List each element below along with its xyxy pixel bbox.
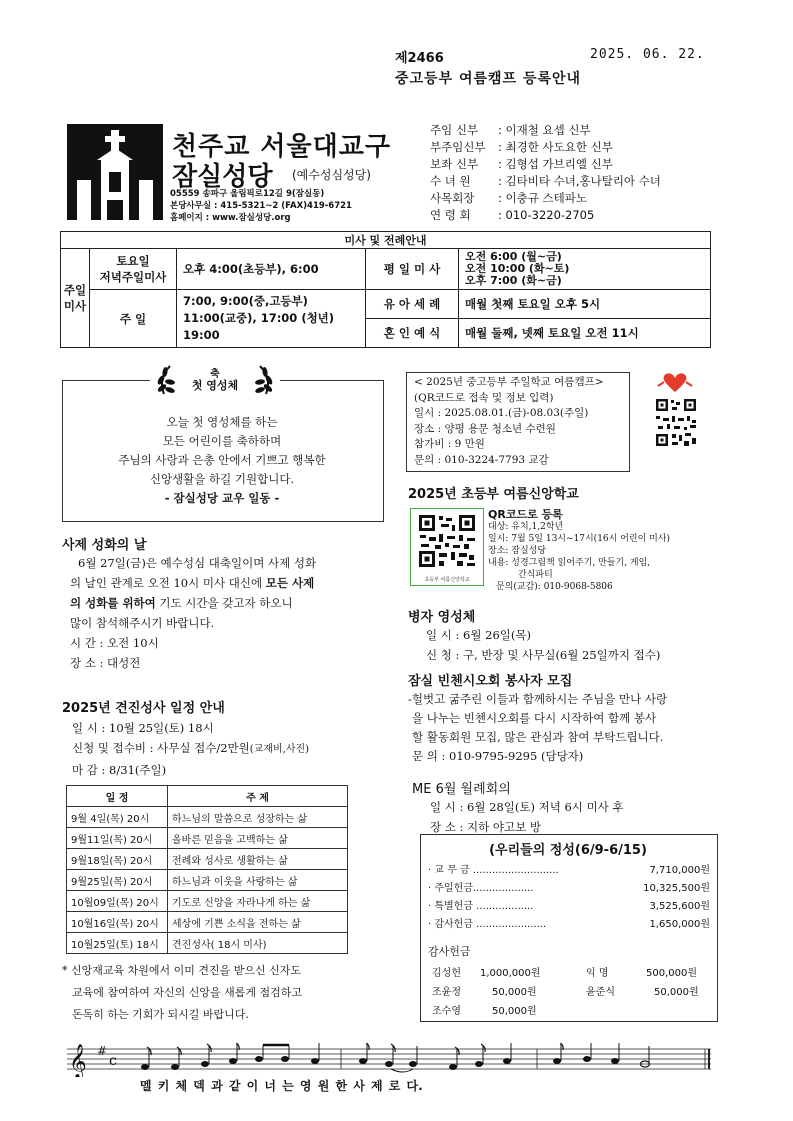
vincent-title: 잠실 빈첸시오회 봉사자 모집 xyxy=(408,674,573,689)
confirmation-info xyxy=(72,718,392,780)
communion-badge-text: 첫 영성체 xyxy=(191,379,239,392)
vbs-qr-title: QR코드로 등록 xyxy=(488,508,563,521)
vbs-qr-caption: 초등부 여름신앙학교 xyxy=(424,577,470,583)
donor-row: 조수영 50,000원 xyxy=(432,1006,537,1017)
camp-line: 참가비 : 9 만원 xyxy=(414,438,485,450)
communion-line: 모든 어린이를 축하하며 xyxy=(162,434,282,448)
church-logo xyxy=(67,124,163,220)
confirmation-deadline: 마 감 : 8/31(주일) xyxy=(72,763,167,777)
music-staff-icon xyxy=(67,1043,715,1077)
baptism-label: 유 아 세 례 xyxy=(366,290,459,319)
communion-badge-top: 축 xyxy=(210,369,220,380)
camp-line: 문의 : 010-3224-7793 교감 xyxy=(414,453,549,466)
issue-date: 2025. 06. 22. xyxy=(590,47,705,62)
sick-communion-title: 병자 영성체 xyxy=(408,610,476,625)
qr-code-icon xyxy=(411,509,483,573)
table-row: 10월16일(목) 20시 세상에 기쁜 소식을 전하는 삶 xyxy=(67,912,348,933)
vbs-line: 대상: 유치,1,2학년 xyxy=(488,522,564,532)
staff-row: 연 령 회 : 010-3220-2705 xyxy=(430,208,595,222)
table-header: 주 제 xyxy=(168,786,348,807)
me-title: ME 6월 월례회의 xyxy=(412,782,511,797)
vbs-line: 문의(교감): 010-9068-5806 xyxy=(496,582,613,592)
svg-text:c: c xyxy=(109,1053,117,1069)
priest-day-line: 많이 참석해주시기 바랍니다. xyxy=(70,616,215,630)
confirmation-apply: 신청 및 접수비 : 사무실 접수/2만원(교재비,사진) xyxy=(72,741,310,755)
table-row: 9월 4일(목) 20시 하느님의 말씀으로 성장하는 삶 xyxy=(67,807,348,828)
table-header: 일 정 xyxy=(67,786,168,807)
offering-row: · 특별헌금 .................. 3,525,600원 xyxy=(428,901,710,912)
sun-time: 19:00 xyxy=(183,328,220,342)
me-place: 장 소 : 지하 야고보 방 xyxy=(430,820,542,834)
offering-row: · 주일헌금................... 10,325,500원 xyxy=(428,883,710,894)
wedding-schedule: 매월 둘째, 넷째 토요일 오전 11시 xyxy=(459,319,711,348)
table-row: 10월09일(목) 20시 기도로 신앙을 자라나게 하는 삶 xyxy=(67,891,348,912)
priest-day-line: 6월 27일(금)은 예수성심 대축일이며 사제 성화 xyxy=(78,556,317,570)
priest-day-line: 의 성화를 위하여 기도 시간을 갖고자 하오니 xyxy=(70,596,293,610)
staff-row: 부주임신부 : 최경한 사도요한 신부 xyxy=(430,140,613,154)
vbs-line: 장소: 잠실성당 xyxy=(488,546,547,556)
communion-message xyxy=(62,413,382,508)
table-row: 9월11일(목) 20시 올바른 믿음을 고백하는 삶 xyxy=(67,828,348,849)
church-homepage: 홈페이지 : www.잠실성당.org xyxy=(170,213,291,223)
weekday-time: 오후 7:00 (화~금) xyxy=(465,274,562,287)
weekday-mass-label: 평 일 미 사 xyxy=(366,249,459,290)
camp-qr-code[interactable] xyxy=(636,372,714,454)
sick-apply: 신 청 : 구, 반장 및 사무실(6월 25일까지 접수) xyxy=(426,648,661,662)
sat-mass-times: 오후 4:00(초등부), 6:00 xyxy=(177,249,366,290)
priest-day-place: 장 소 : 대성전 xyxy=(70,656,141,670)
mass-schedule-table xyxy=(60,231,711,348)
communion-line: 주님의 사랑과 은총 안에서 기쁘고 행복한 xyxy=(118,453,326,467)
camp-line: (QR코드로 접속 및 정보 입력) xyxy=(414,391,554,404)
sun-time: 11:00(교중), 17:00 (청년) xyxy=(183,311,335,325)
cathedral-icon xyxy=(67,124,163,220)
camp-line: 일시 : 2025.08.01.(금)-08.03(주일) xyxy=(414,407,589,419)
sat-mass-label: 토요일 저녁주일미사 xyxy=(90,249,177,290)
church-name-line2: 잠실성당 xyxy=(172,162,273,192)
confirmation-schedule-table xyxy=(66,785,348,954)
vbs-info xyxy=(488,509,670,593)
vbs-qr-code[interactable] xyxy=(410,508,484,586)
staff-row: 주임 신부 : 이재철 요셉 신부 xyxy=(430,123,591,137)
confirmation-title: 2025년 견진성사 일정 안내 xyxy=(62,701,225,716)
music-lyrics: 멜 키 체 덱 과 같 이 너 는 영 원 한 사 제 로 다. xyxy=(140,1079,423,1093)
church-address: 05559 송파구 올림픽로12길 9(잠실동) xyxy=(170,189,325,199)
summer-camp-info xyxy=(414,375,604,468)
table-row: 9월25일(목) 20시 하느님과 이웃을 사랑하는 삶 xyxy=(67,870,348,891)
svg-text:#: # xyxy=(97,1044,108,1058)
communion-sign: - 잠실성당 교우 일동 - xyxy=(164,491,280,505)
communion-line: 오늘 첫 영성체를 하는 xyxy=(166,415,278,429)
vbs-line: 일시: 7월 5일 13시~17시(16시 어린이 미사) xyxy=(488,534,671,544)
baptism-schedule: 매월 첫째 토요일 오후 5시 xyxy=(459,290,711,319)
weekday-mass-times xyxy=(459,249,711,290)
staff-row: 수 녀 원 : 김타비타 수녀,홍나탈리아 수녀 xyxy=(430,174,661,188)
thanks-offering-title: 감사헌금 xyxy=(428,945,471,958)
priest-day-line: 의 날인 관계로 오전 10시 미사 대신에 모든 사제 xyxy=(70,576,315,590)
priest-day-time: 시 간 : 오전 10시 xyxy=(70,636,159,650)
me-date: 일 시 : 6월 28일(토) 저녁 6시 미사 후 xyxy=(430,800,624,814)
confirmation-date: 일 시 : 10월 25일(토) 18시 xyxy=(72,721,214,735)
vincent-line: 문 의 : 010-9795-9295 (담당자) xyxy=(412,749,584,763)
table-row: 9월18일(목) 20시 전례와 성사로 생활하는 삶 xyxy=(67,849,348,870)
wedding-label: 혼 인 예 식 xyxy=(366,319,459,348)
mass-side-label: 주일 미사 xyxy=(61,249,90,348)
note-line: 교육에 참여하여 자신의 신앙을 새롭게 점검하고 xyxy=(72,986,303,999)
donor-row: 조윤정 50,000원 윤준식 50,000원 xyxy=(432,987,699,998)
mass-table-title: 미사 및 전례안내 xyxy=(61,232,711,249)
table-row: 10월25일(토) 18시 견진성사( 18시 미사) xyxy=(67,933,348,954)
me-info xyxy=(430,797,624,837)
vbs-line: 간식파티 xyxy=(518,570,553,580)
camp-line: 장소 : 양평 용문 청소년 수련원 xyxy=(414,422,556,435)
church-name-line1: 천주교 서울대교구 xyxy=(172,132,391,162)
weekday-time: 오전 10:00 (화~토) xyxy=(465,262,570,275)
vincent-info xyxy=(408,690,728,766)
vincent-line: -헐벗고 굶주린 이들과 함께하시는 주님을 만나 사랑 xyxy=(408,692,668,706)
sun-time: 7:00, 9:00(중,고등부) xyxy=(183,294,308,308)
note-line: * 신앙재교육 차원에서 이미 견진을 받으신 신자도 xyxy=(62,964,301,977)
note-line: 돈독히 하는 기회가 되시길 바랍니다. xyxy=(72,1008,249,1021)
staff-row: 보좌 신부 : 김형섭 가브리엘 신부 xyxy=(430,157,613,171)
camp-line: < 2025년 중고등부 주일학교 여름캠프> xyxy=(414,376,604,388)
svg-text:𝄞: 𝄞 xyxy=(69,1044,87,1077)
priest-day-text xyxy=(70,553,390,673)
page-title: 중고등부 여름캠프 등록안내 xyxy=(395,71,582,87)
offering-title: (우리들의 정성(6/9-6/15) xyxy=(489,843,647,858)
vincent-line: 을 나누는 빈첸시오회를 다시 시작하여 함께 봉사 xyxy=(412,711,657,725)
offering-row: · 감사헌금 ...................... 1,650,000원 xyxy=(428,919,710,930)
confirmation-note xyxy=(62,960,392,1026)
offering-row: · 교 무 금 ........................... 7,710,000원 xyxy=(428,865,710,876)
offering-list xyxy=(428,862,710,934)
staff-row: 사목회장 : 이충규 스테파노 xyxy=(430,191,587,205)
qr-code-icon xyxy=(636,372,714,454)
weekday-time: 오전 6:00 (월~금) xyxy=(465,250,562,263)
church-subname: (예수성심성당) xyxy=(292,168,371,182)
vincent-line: 할 활동회원 모집, 많은 관심과 참여 부탁드립니다. xyxy=(412,730,664,744)
donor-list xyxy=(432,964,702,1021)
vbs-title: 2025년 초등부 여름신앙학교 xyxy=(408,487,579,502)
issue-number: 제2466 xyxy=(395,51,444,66)
priest-day-title: 사제 성화의 날 xyxy=(62,538,147,553)
sick-communion-info xyxy=(426,625,660,665)
vbs-line: 내용: 성경그림책 읽어주기, 만들기, 게임, xyxy=(488,558,651,568)
sun-mass-times xyxy=(177,290,366,348)
donor-row: 김성헌 1,000,000원 익 명 500,000원 xyxy=(432,968,698,979)
sun-mass-label: 주 일 xyxy=(90,290,177,348)
church-office: 본당사무실 : 415-5321~2 (FAX)419-6721 xyxy=(170,201,352,211)
communion-line: 신앙생활을 하길 기원합니다. xyxy=(149,472,295,486)
sick-date: 일 시 : 6월 26일(목) xyxy=(426,628,531,642)
